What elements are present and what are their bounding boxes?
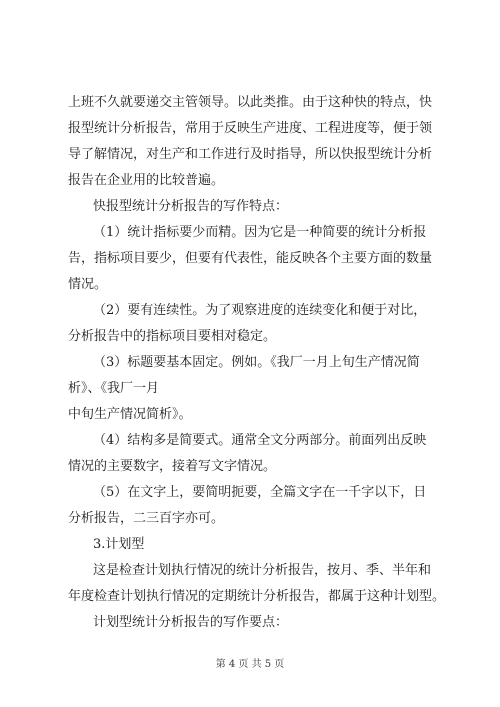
body-line: 上班不久就要递交主管领导。以此类推。由于这种快的特点，快 [68,95,433,110]
body-line: （3）标题要基本固定。例如。《我厂一月上旬生产情况简 [93,355,420,370]
body-line: 报告在企业用的比较普遍。 [68,173,225,188]
body-line: （2）要有连续性。为了观察进度的连续变化和便于对比， [93,303,427,318]
page-footer: 第 4 页 共 5 页 [215,659,285,670]
body-line: （5）在文字上，要简明扼要，全篇文字在一千字以下，日 [93,485,427,500]
section-heading: 3.计划型 [93,537,145,552]
body-line: 情况的主要数字，接着写文字情况。 [68,459,277,474]
body-line: 分析报告，二三百字亦可。 [68,511,225,526]
section-heading: 快报型统计分析报告的写作特点： [93,199,289,214]
body-line: 导了解情况，对生产和工作进行及时指导，所以快报型统计分析 [68,147,433,162]
body-line: 年度检查计划执行情况的定期统计分析报告，都属于这种计划型。 [68,589,446,604]
body-line: 中旬生产情况简析》。 [68,407,192,422]
body-line: 计划型统计分析报告的写作要点： [93,615,289,630]
body-line: 报型统计分析报告，常用于反映生产进度、工程进度等，便于领 [68,121,433,136]
body-line: 析》、《我厂一月 [68,381,160,396]
body-line: （4）结构多是简要式。通常全文分两部分。前面列出反映 [93,433,427,448]
body-line: 情况。 [68,277,108,292]
body-line: 分析报告中的指标项目要相对稳定。 [68,329,277,344]
body-line: （1）统计指标要少而精。因为它是一种简要的统计分析报 [93,225,427,240]
body-line: 告，指标项目要少，但要有代表性，能反映各个主要方面的数量 [68,251,433,266]
body-line: 这是检查计划执行情况的统计分析报告，按月、季、半年和 [93,563,432,578]
